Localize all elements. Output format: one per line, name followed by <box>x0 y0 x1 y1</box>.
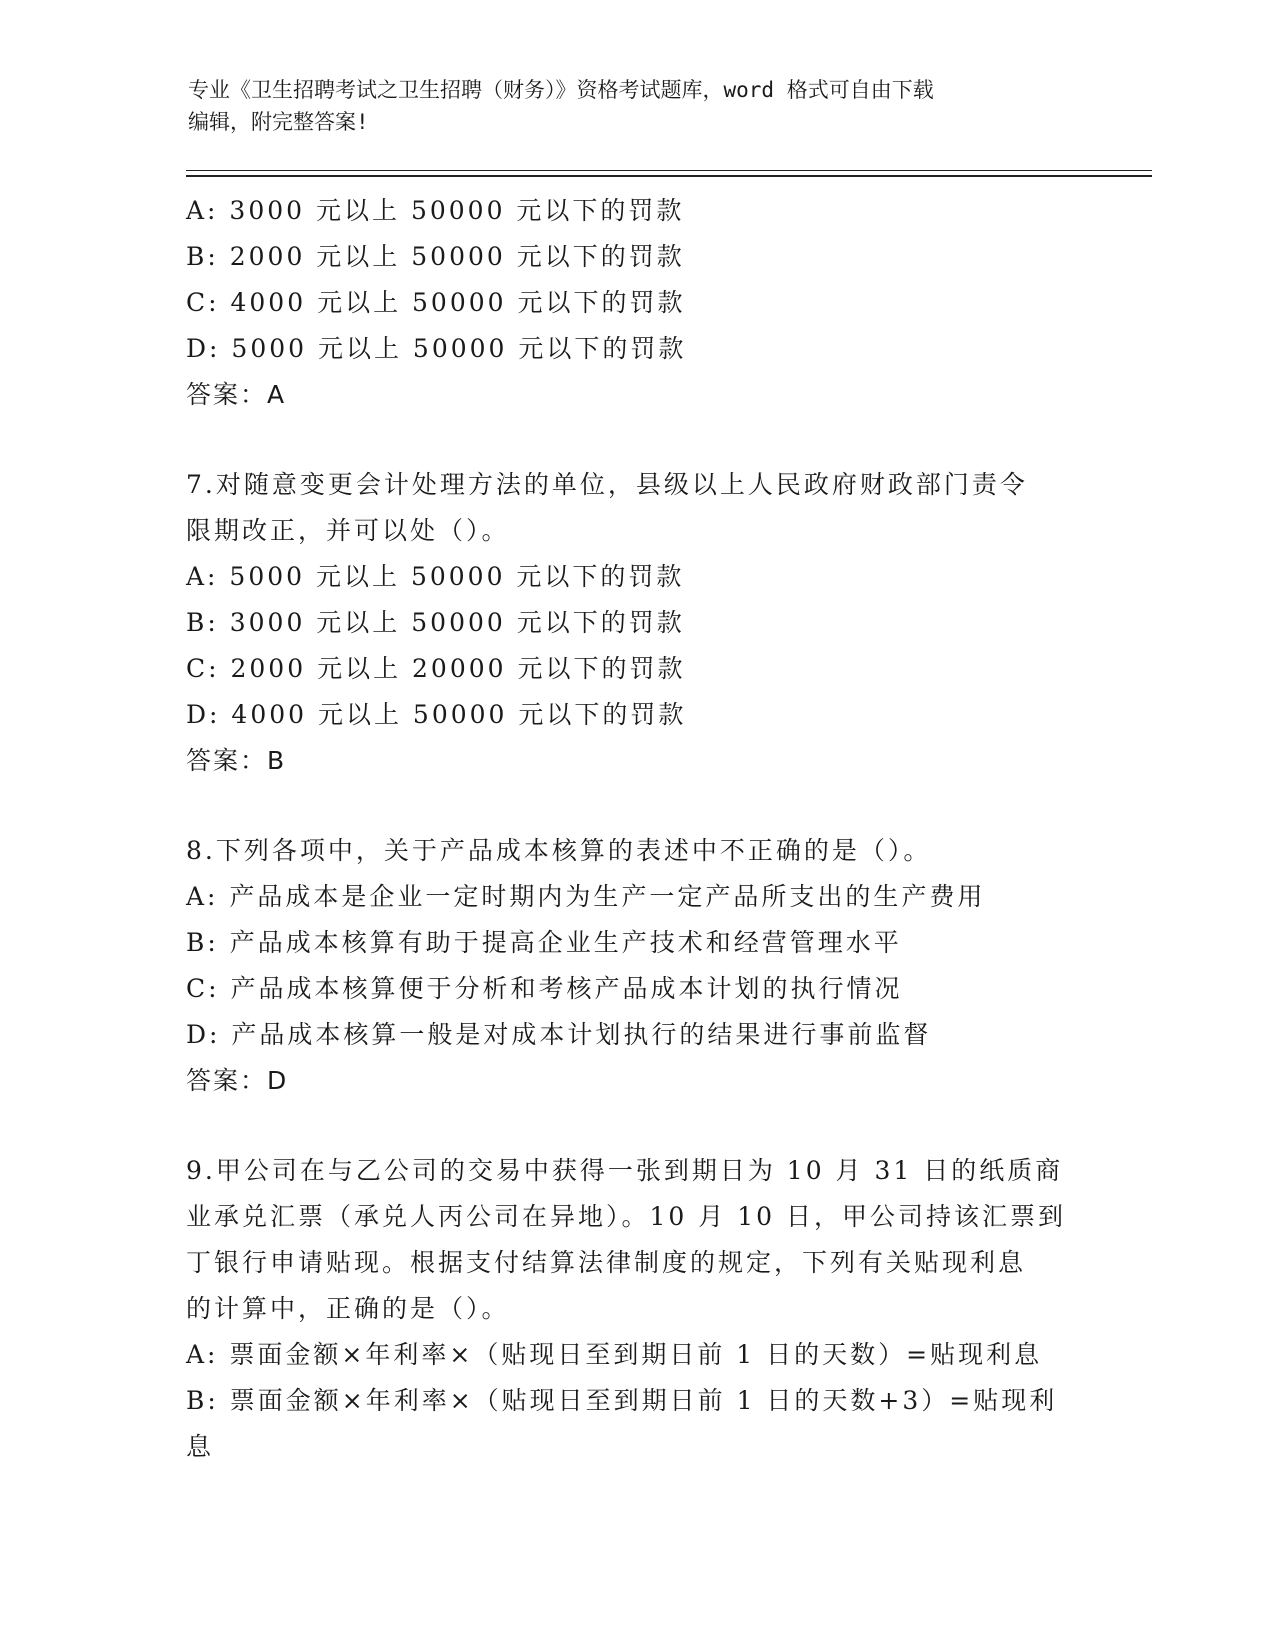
question-text-line: 9.甲公司在与乙公司的交易中获得一张到期日为 10 月 31 日的纸质商 <box>186 1156 1064 1185</box>
option-b: B: 产品成本核算有助于提高企业生产技术和经营管理水平 <box>186 928 902 957</box>
question-6 <box>186 188 1086 418</box>
option-c: C: 2000 元以上 20000 元以下的罚款 <box>186 654 686 683</box>
option-b: B: 票面金额×年利率×（贴现日至到期日前 1 日的天数+3）=贴现利 <box>186 1386 1058 1415</box>
option-c: C: 4000 元以上 50000 元以下的罚款 <box>186 288 686 317</box>
question-text-line: 的计算中，正确的是（）。 <box>186 1294 510 1323</box>
question-text-line: 7.对随意变更会计处理方法的单位，县级以上人民政府财政部门责令 <box>186 470 1028 499</box>
option-a: A: 产品成本是企业一定时期内为生产一定产品所支出的生产费用 <box>186 882 986 911</box>
question-text-line: 丁银行申请贴现。根据支付结算法律制度的规定，下列有关贴现利息 <box>186 1248 1027 1277</box>
spacer <box>186 784 1086 828</box>
option-b-continued: 息 <box>186 1432 215 1461</box>
option-d: D: 产品成本核算一般是对成本计划执行的结果进行事前监督 <box>186 1020 932 1049</box>
option-a: A: 票面金额×年利率×（贴现日至到期日前 1 日的天数）=贴现利息 <box>186 1340 1043 1369</box>
header-line-2: 编辑，附完整答案! <box>188 110 369 134</box>
option-a: A: 3000 元以上 50000 元以下的罚款 <box>186 196 685 225</box>
question-7 <box>186 462 1086 784</box>
header-divider-thick <box>186 175 1152 177</box>
header-divider-thin <box>186 170 1152 171</box>
answer-line: 答案：D <box>186 1066 289 1095</box>
option-d: D: 5000 元以上 50000 元以下的罚款 <box>186 334 687 363</box>
header-line-1: 专业《卫生招聘考试之卫生招聘（财务）》资格考试题库，word 格式可自由下载 <box>188 78 934 102</box>
question-9 <box>186 1148 1086 1470</box>
option-d: D: 4000 元以上 50000 元以下的罚款 <box>186 700 687 729</box>
answer-line: 答案：B <box>186 746 287 775</box>
option-a: A: 5000 元以上 50000 元以下的罚款 <box>186 562 685 591</box>
option-b: B: 3000 元以上 50000 元以下的罚款 <box>186 608 685 637</box>
option-b: B: 2000 元以上 50000 元以下的罚款 <box>186 242 685 271</box>
question-text-line: 业承兑汇票（承兑人丙公司在异地）。10 月 10 日，甲公司持该汇票到 <box>186 1202 1066 1231</box>
spacer <box>186 418 1086 462</box>
option-c: C: 产品成本核算便于分析和考核产品成本计划的执行情况 <box>186 974 903 1003</box>
question-8 <box>186 828 1086 1104</box>
question-text-line: 限期改正，并可以处（）。 <box>186 516 510 545</box>
document-header <box>188 74 1068 138</box>
question-content <box>186 188 1086 1470</box>
spacer <box>186 1104 1086 1148</box>
question-text-line: 8.下列各项中，关于产品成本核算的表述中不正确的是（）。 <box>186 836 932 865</box>
answer-line: 答案：A <box>186 380 287 409</box>
